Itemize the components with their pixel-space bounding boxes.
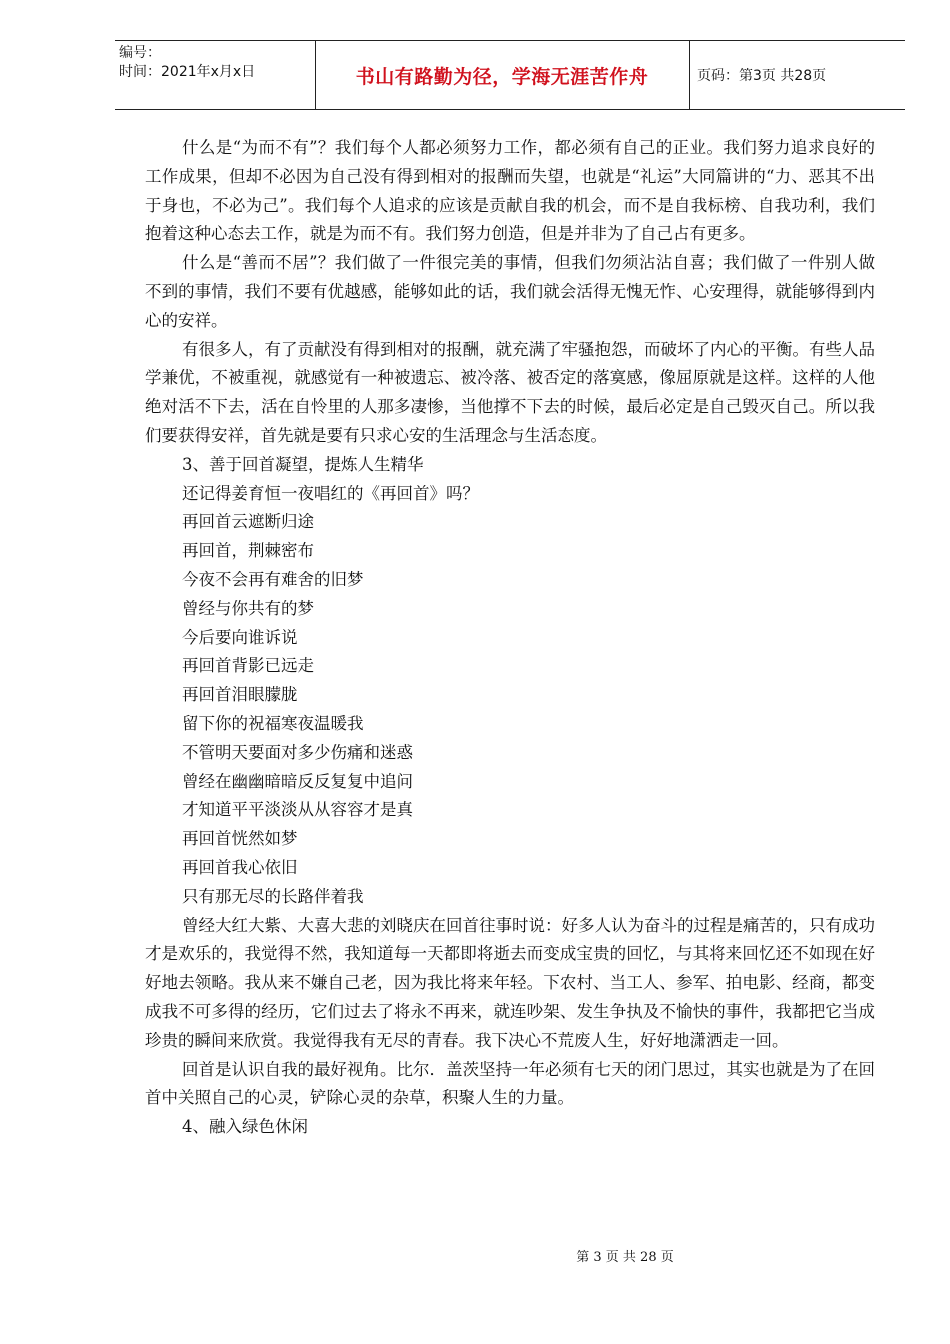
lyric-line: 曾经与你共有的梦	[182, 598, 314, 618]
lyric-line: 再回首我心依旧	[182, 857, 298, 877]
lyric-line: 不管明天要面对多少伤痛和迷惑	[182, 742, 413, 762]
header-motto: 书山有路勤为径，学海无涯苦作舟	[355, 65, 649, 88]
header-page-info: 页码：第3页 共28页	[697, 68, 827, 84]
date-label: 时间：2021年x月x日	[119, 64, 256, 80]
paragraph: 回首是认识自我的最好视角。比尔．盖茨坚持一年必须有七天的闭门思过，其实也就是为了在回首中关照自己的心灵，铲除心灵的杂草，积聚人生的力量。	[145, 1059, 875, 1108]
paragraph: 什么是“善而不居”？我们做了一件很完美的事情，但我们勿须沾沾自喜；我们做了一件别人做不到的事情，我们不要有优越感，能够如此的话，我们就会活得无愧无怍、心安理得，就能够得到内心的安祥。	[145, 253, 875, 330]
lyric-line: 再回首背影已远走	[182, 656, 314, 676]
document-header	[115, 40, 905, 110]
serial-label: 编号：	[119, 45, 161, 61]
lyric-line: 才知道平平淡淡从从容容才是真	[182, 800, 413, 820]
lyric-line: 再回首恍然如梦	[182, 829, 298, 849]
section-heading: 3、善于回首凝望，提炼人生精华	[182, 454, 424, 474]
paragraph: 曾经大红大紫、大喜大悲的刘晓庆在回首往事时说：好多人认为奋斗的过程是痛苦的，只有成功才是欢乐的，我觉得不然，我知道每一天都即将逝去而变成宝贵的回忆，与其将来回忆还不如现在好好地去领略。我从来不嫌自己老，因为我比将来年轻。下农村、当工人、参军、拍电影、经商，都变成我不可多得的经历，它们过去了将永不再来，就连吵架、发生争执及不愉快的事件，我都把它当成珍贵的瞬间来欣赏。我觉得我有无尽的青春。我下决心不荒废人生，好好地潇洒走一回。	[145, 915, 875, 1050]
lyric-line: 留下你的祝福寒夜温暖我	[182, 713, 364, 733]
document-body	[145, 134, 875, 1142]
lyric-line: 今夜不会再有难舍的旧梦	[182, 569, 364, 589]
paragraph: 什么是“为而不有”？我们每个人都必须努力工作，都必须有自己的正业。我们努力追求良好的工作成果，但却不必因为自己没有得到相对的报酬而失望，也就是“礼运”大同篇讲的“力、恶其不出于身也，不必为己”。我们每个人追求的应该是贡献自我的机会，而不是自我标榜、自我功利，我们抱着这种心态去工作，就是为而不有。我们努力创造，但是并非为了自己占有更多。	[145, 138, 875, 244]
lyric-line: 今后要向谁诉说	[182, 627, 298, 647]
section-heading: 4、融入绿色休闲	[182, 1117, 308, 1137]
lyric-line: 再回首，荆棘密布	[182, 541, 314, 561]
page-footer: 第 3 页 共 28 页	[576, 1250, 674, 1265]
song-intro: 还记得姜育恒一夜唱红的《再回首》吗？	[182, 483, 479, 503]
paragraph: 有很多人，有了贡献没有得到相对的报酬，就充满了牢骚抱怨，而破坏了内心的平衡。有些人品学兼优，不被重视，就感觉有一种被遗忘、被冷落、被否定的落寞感，像屈原就是这样。这样的人他绝对活不下去，活在自怜里的人那多凄惨，当他撑不下去的时候，最后必定是自己毁灭自己。所以我们要获得安祥，首先就是要有只求心安的生活理念与生活态度。	[145, 339, 875, 445]
header-divider	[689, 41, 690, 109]
lyric-line: 再回首泪眼朦胧	[182, 685, 298, 705]
lyric-line: 曾经在幽幽暗暗反反复复中追问	[182, 771, 413, 791]
lyric-line: 再回首云遮断归途	[182, 512, 314, 532]
lyric-line: 只有那无尽的长路伴着我	[182, 886, 364, 906]
